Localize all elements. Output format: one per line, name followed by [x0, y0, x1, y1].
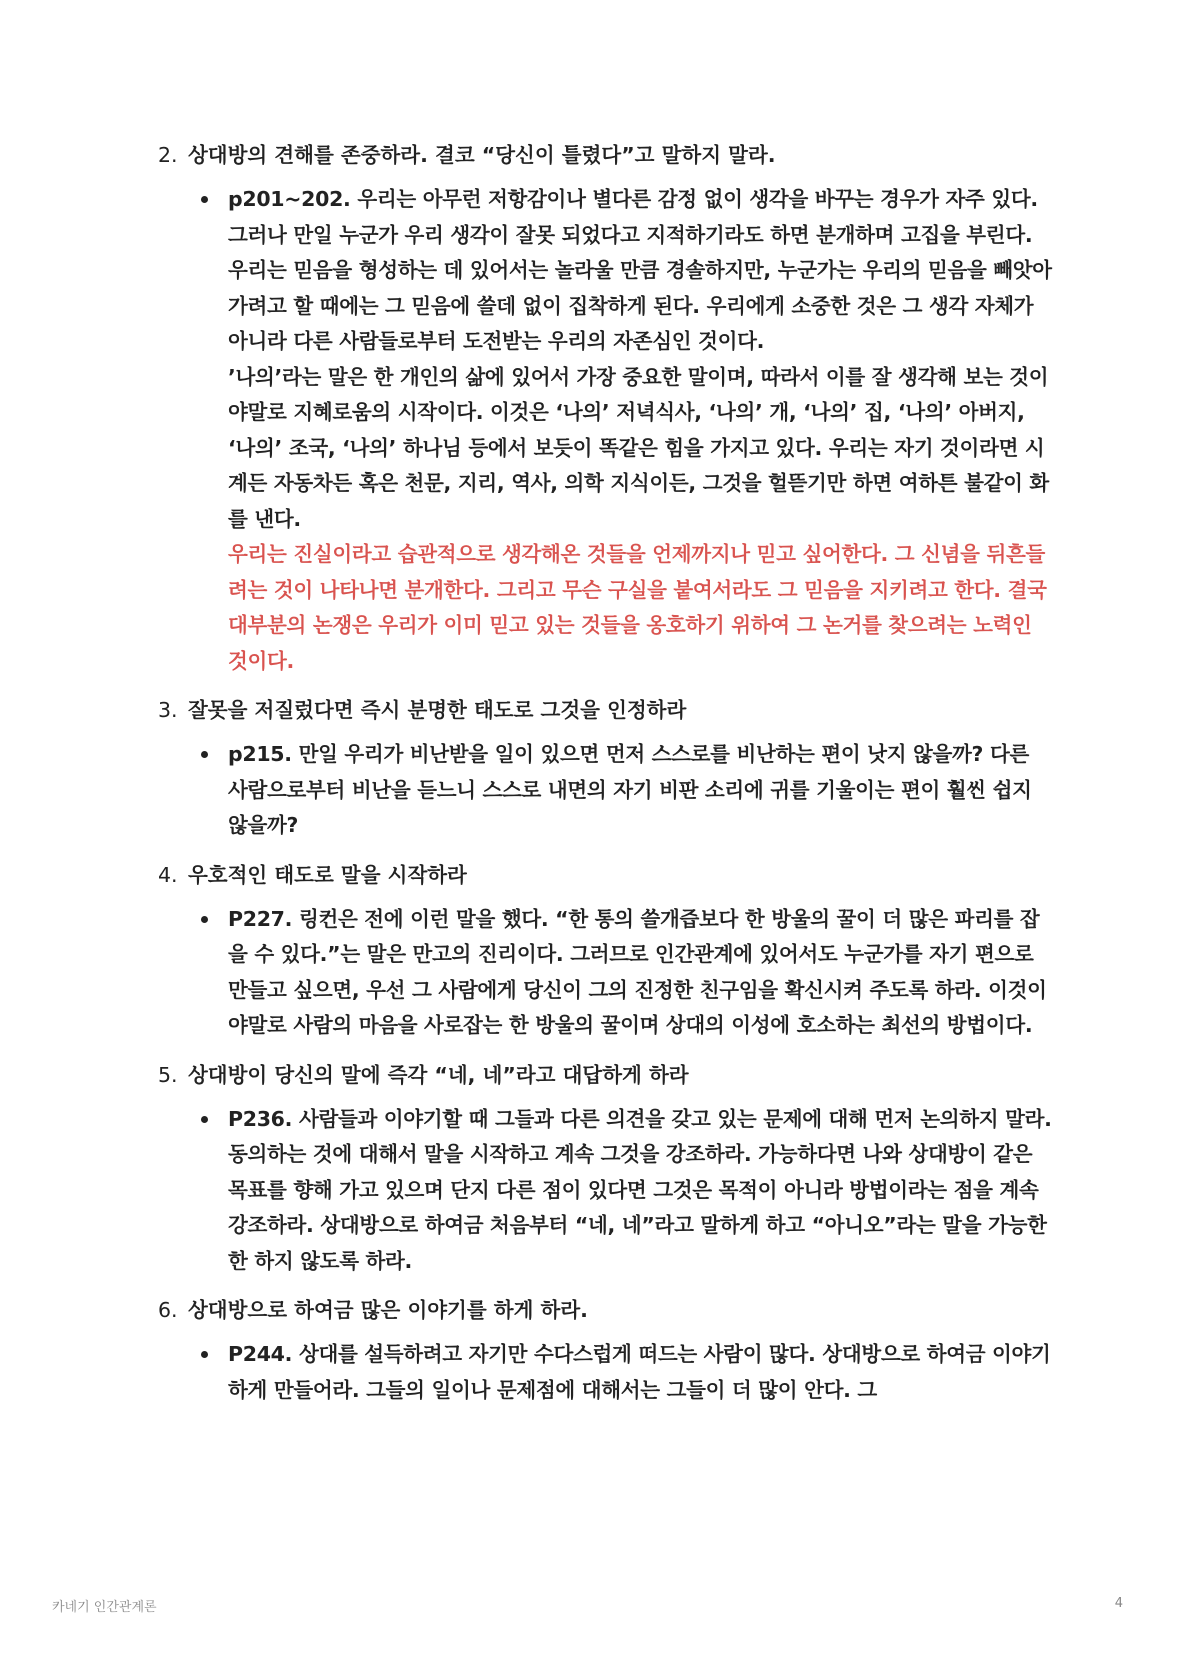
heading-text: 상대방이 당신의 말에 즉각 “네, 네”라고 대답하게 하라	[188, 1062, 689, 1087]
bullet-icon	[201, 1116, 208, 1123]
bullet-icon	[201, 196, 208, 203]
section-2-bullet	[228, 182, 1053, 679]
section-4-bullet	[228, 902, 1053, 1044]
section-3-heading	[158, 693, 1058, 727]
paragraph: p215. 만일 우리가 비난받을 일이 있으면 먼저 스스로를 비난하는 편이 낫지 않을까? 다른 사람으로부터 비난을 듣느니 스스로 내면의 자기 비판 소리에 귀를 기울이는 편이 훨씬 쉽지 않을까?	[228, 742, 1032, 837]
section-6-bullet	[228, 1337, 1053, 1408]
highlighted-paragraph: 우리는 진실이라고 습관적으로 생각해온 것들을 언제까지나 믿고 싶어한다. 그 신념을 뒤흔들려는 것이 나타나면 분개한다. 그리고 무슨 구실을 붙여서라도 그 믿음을 지키려고 한다. 결국 대부분의 논쟁은 우리가 이미 믿고 있는 것들을 옹호하기 위하여 그 논거를 찾으려는 노력인 것이다.	[228, 542, 1047, 673]
paragraph: ’나의’라는 말은 한 개인의 삶에 있어서 가장 중요한 말이며, 따라서 이를 잘 생각해 보는 것이야말로 지혜로움의 시작이다. 이것은 ‘나의’ 저녁식사, ‘나의’ 개, ‘나의’ 집, ‘나의’ 아버지, ‘나의’ 조국, ‘나의’ 하나님 등에서 보듯이 똑같은 힘을 가지고 있다. 우리는 자기 것이라면 시계든 자동차든 혹은 천문, 지리, 역사, 의학 지식이든, 그것을 헐뜯기만 하면 여하튼 불같이 화를 낸다.	[228, 364, 1049, 531]
section-6-heading	[158, 1293, 1058, 1327]
paragraph: P244. 상대를 설득하려고 자기만 수다스럽게 떠드는 사람이 많다. 상대방으로 하여금 이야기하게 만들어라. 그들의 일이나 문제점에 대해서는 그들이 더 많이 안다. 그	[228, 1342, 1051, 1402]
bullet-icon	[201, 1351, 208, 1358]
section-5-heading	[158, 1058, 1058, 1092]
section-number: 4.	[158, 862, 178, 887]
bullet-icon	[201, 751, 208, 758]
paragraph: p201~202. 우리는 아무런 저항감이나 별다른 감정 없이 생각을 바꾸는 경우가 자주 있다. 그러나 만일 누군가 우리 생각이 잘못 되었다고 지적하기라도 하면 분개하며 고집을 부린다. 우리는 믿음을 형성하는 데 있어서는 놀라울 만큼 경솔하지만, 누군가는 우리의 믿음을 빼앗아 가려고 할 때에는 그 믿음에 쓸데 없이 집착하게 된다. 우리에게 소중한 것은 그 생각 자체가 아니라 다른 사람들로부터 도전받는 우리의 자존심인 것이다.	[228, 187, 1052, 353]
section-3-bullet	[228, 737, 1053, 844]
section-2-heading	[158, 138, 1058, 172]
heading-text: 상대방으로 하여금 많은 이야기를 하게 하라.	[188, 1298, 588, 1322]
bullet-icon	[201, 916, 208, 923]
footer-title: 카네기 인간관계론	[52, 1600, 157, 1615]
heading-text: 상대방의 견해를 존중하라. 결코 “당신이 틀렸다”고 말하지 말라.	[188, 143, 776, 167]
section-number: 6.	[158, 1298, 178, 1322]
section-number: 3.	[158, 698, 178, 722]
heading-text: 잘못을 저질렀다면 즉시 분명한 태도로 그것을 인정하라	[188, 698, 687, 722]
section-number: 2.	[158, 143, 178, 167]
section-number: 5.	[158, 1062, 178, 1087]
page-content	[0, 138, 1180, 1422]
page-number: 4	[1114, 1596, 1123, 1611]
section-5-bullet	[228, 1102, 1053, 1280]
heading-text: 우호적인 태도로 말을 시작하라	[188, 862, 467, 887]
paragraph: P236. 사람들과 이야기할 때 그들과 다른 의견을 갖고 있는 문제에 대해 먼저 논의하지 말라. 동의하는 것에 대해서 말을 시작하고 계속 그것을 강조하라. 가능하다면 나와 상대방이 같은 목표를 향해 가고 있으며 단지 다른 점이 있다면 그것은 목적이 아니라 방법이라는 점을 계속 강조하라. 상대방으로 하여금 처음부터 “네, 네”라고 말하게 하고 “아니오”라는 말을 가능한 한 하지 않도록 하라.	[228, 1106, 1052, 1273]
paragraph: P227. 링컨은 전에 이런 말을 했다. “한 통의 쓸개즙보다 한 방울의 꿀이 더 많은 파리를 잡을 수 있다.”는 말은 만고의 진리이다. 그러므로 인간관계에 있어서도 누군가를 자기 편으로 만들고 싶으면, 우선 그 사람에게 당신이 그의 진정한 친구임을 확신시켜 주도록 하라. 이것이야말로 사람의 마음을 사로잡는 한 방울의 꿀이며 상대의 이성에 호소하는 최선의 방법이다.	[228, 906, 1047, 1037]
section-4-heading	[158, 858, 1058, 892]
